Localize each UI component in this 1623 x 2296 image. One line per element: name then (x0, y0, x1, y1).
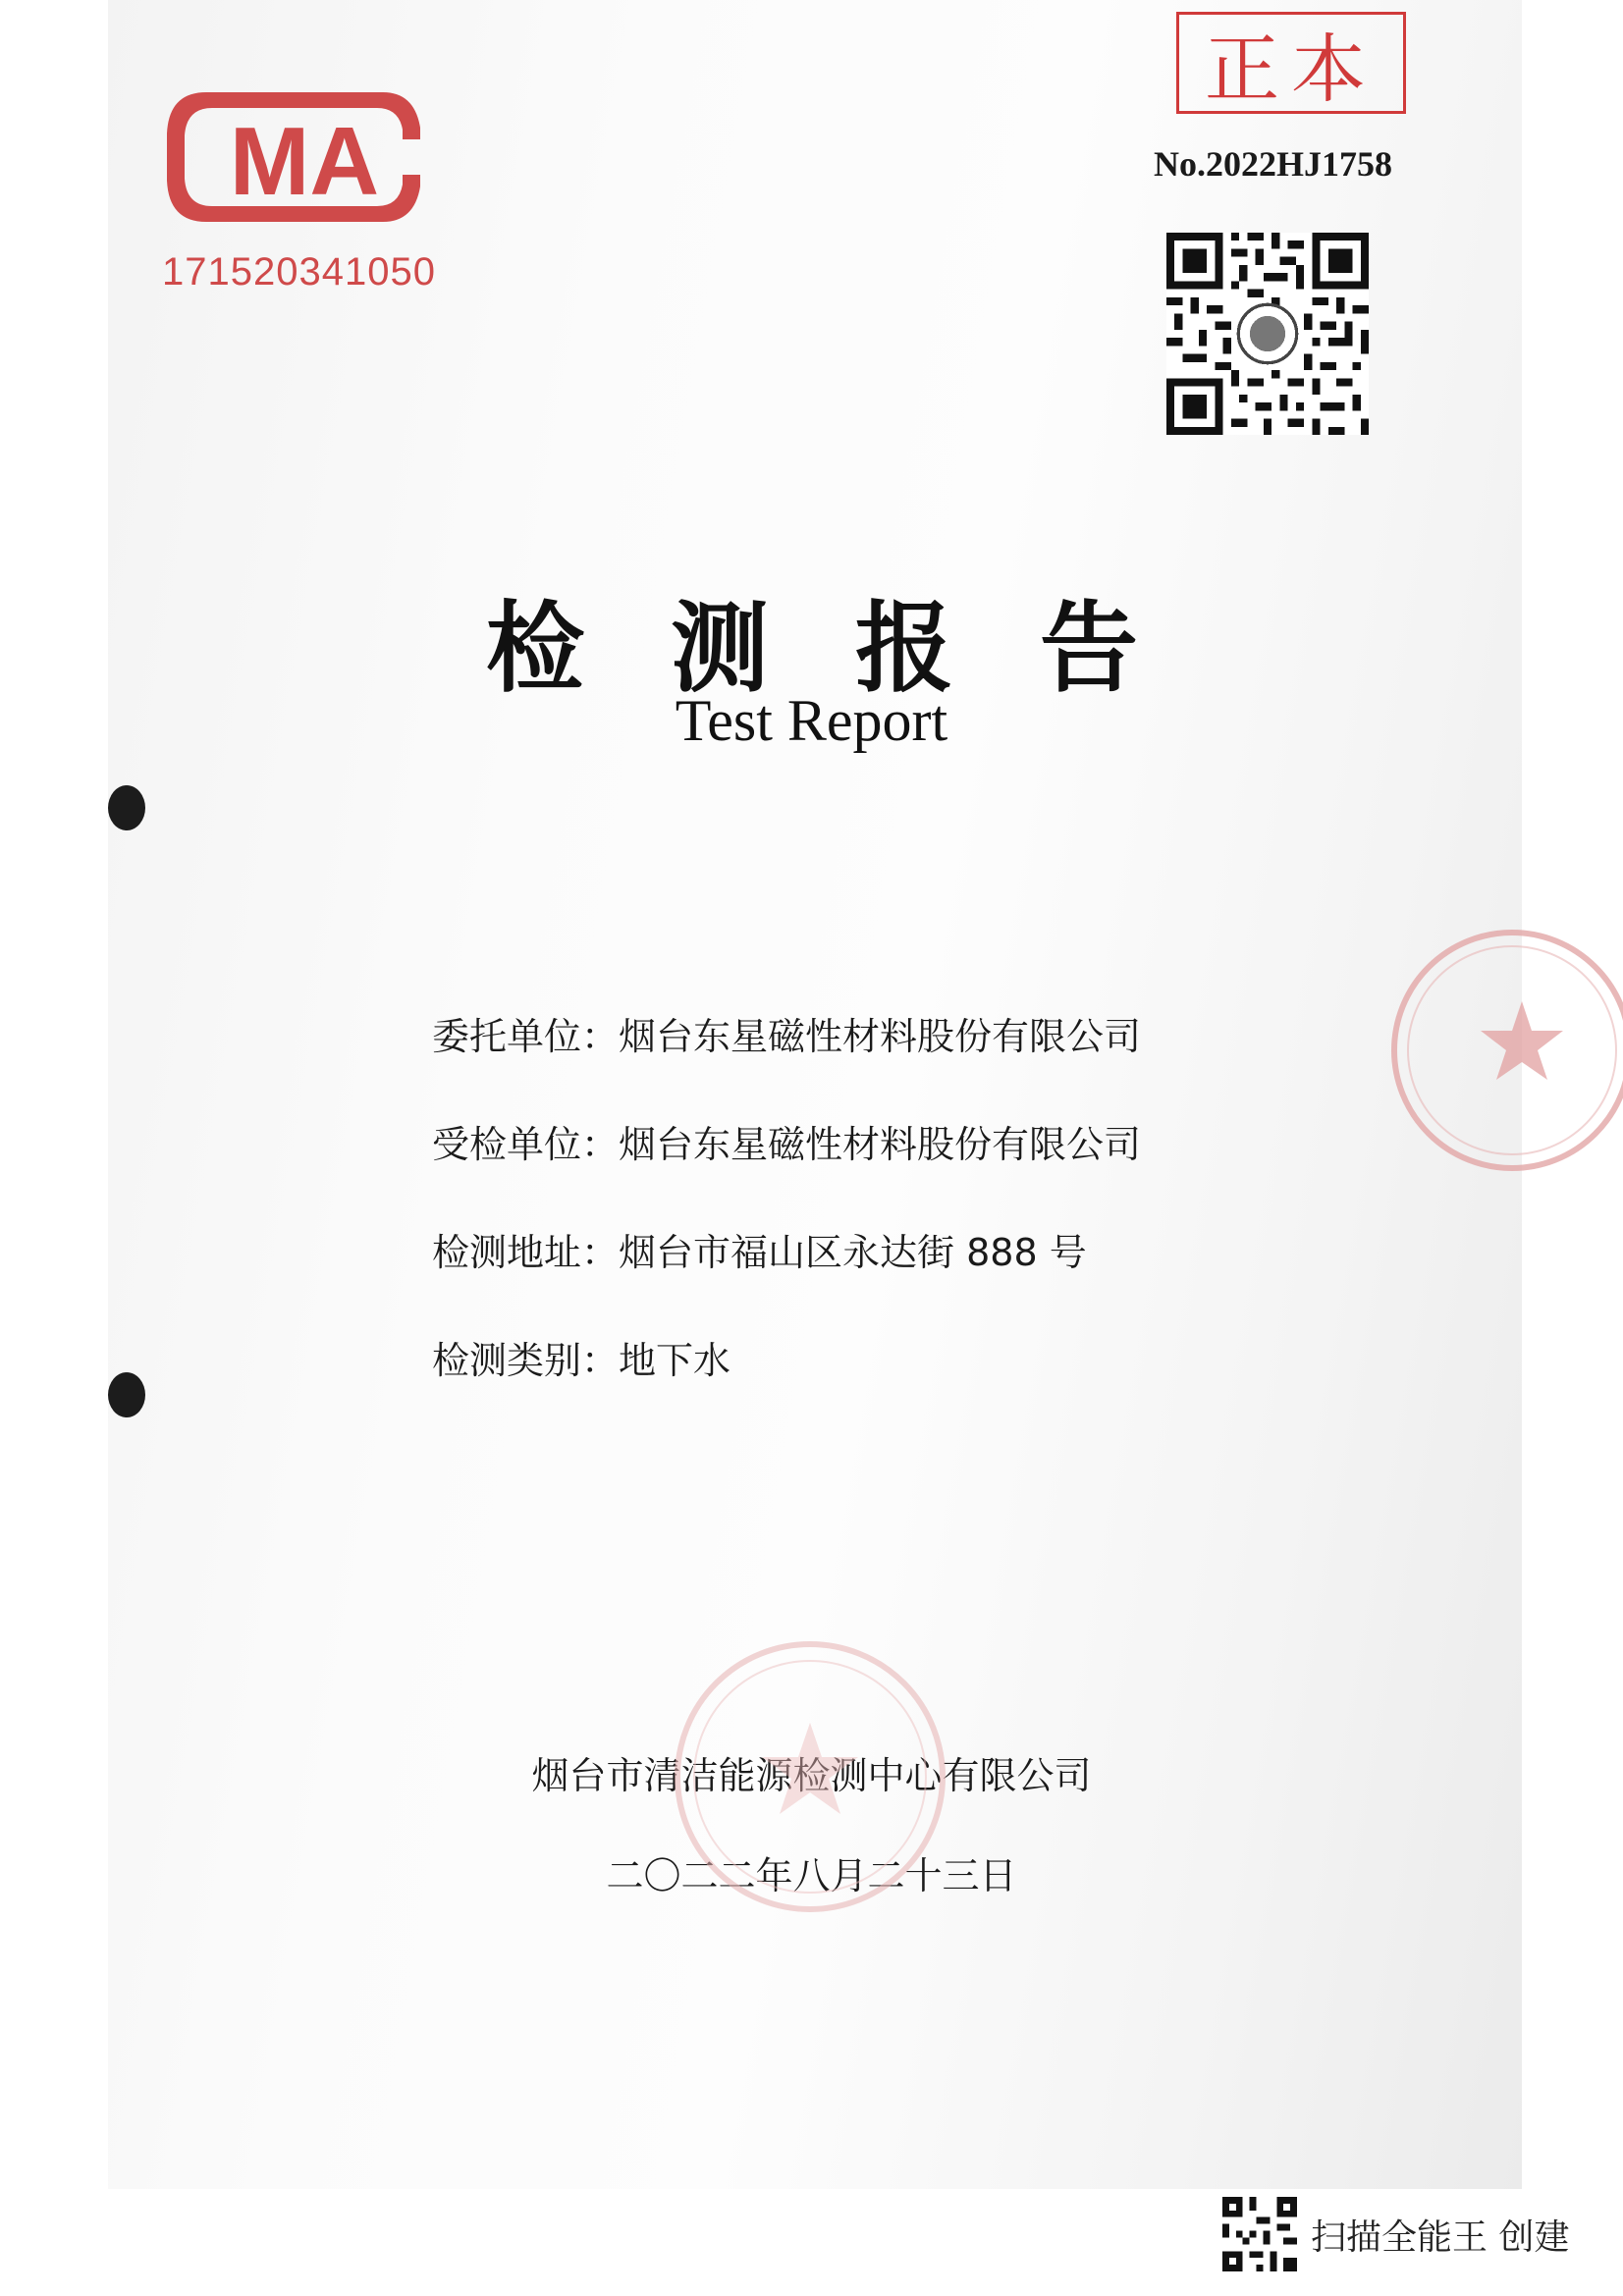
issue-date: 二〇二二年八月二十三日 (606, 1854, 1017, 1897)
report-title-chinese: 检测报告 (486, 591, 1224, 706)
qr-code-icon (1222, 2197, 1297, 2271)
field-value: 烟台市福山区永达街 888 号 (619, 1231, 1087, 1274)
svg-text:MA: MA (229, 107, 380, 215)
field-label: 检测类别 (432, 1339, 582, 1382)
binding-hole (108, 1372, 145, 1417)
qr-code-icon (1166, 228, 1369, 440)
binding-hole (108, 785, 145, 830)
field-separator: ： (581, 1231, 620, 1274)
field-client (432, 1006, 1141, 1060)
field-separator: ： (581, 1123, 620, 1166)
field-label: 受检单位 (432, 1123, 582, 1166)
field-inspected-unit (432, 1114, 1141, 1168)
original-stamp: 正本 (1176, 12, 1406, 114)
cma-certificate-number: 171520341050 (162, 250, 436, 294)
field-value: 地下水 (619, 1339, 731, 1382)
report-title-english: Test Report (675, 688, 948, 753)
field-separator: ： (581, 1339, 620, 1382)
field-category (432, 1330, 730, 1384)
report-number: No.2022HJ1758 (1154, 144, 1392, 184)
watermark-text: 扫描全能王 创建 (1311, 2216, 1570, 2258)
field-label: 检测地址 (432, 1231, 582, 1274)
scanner-watermark (1222, 2195, 1569, 2273)
field-value: 烟台东星磁性材料股份有限公司 (619, 1123, 1142, 1166)
field-value: 烟台东星磁性材料股份有限公司 (619, 1015, 1142, 1058)
field-address (432, 1222, 1087, 1276)
official-seal-icon (1384, 903, 1623, 1198)
issuing-organization: 烟台市清洁能源检测中心有限公司 (531, 1754, 1092, 1797)
cma-mark-icon (157, 79, 432, 236)
field-separator: ： (581, 1015, 620, 1058)
official-seal-icon (668, 1629, 952, 1924)
field-label: 委托单位 (432, 1015, 582, 1058)
